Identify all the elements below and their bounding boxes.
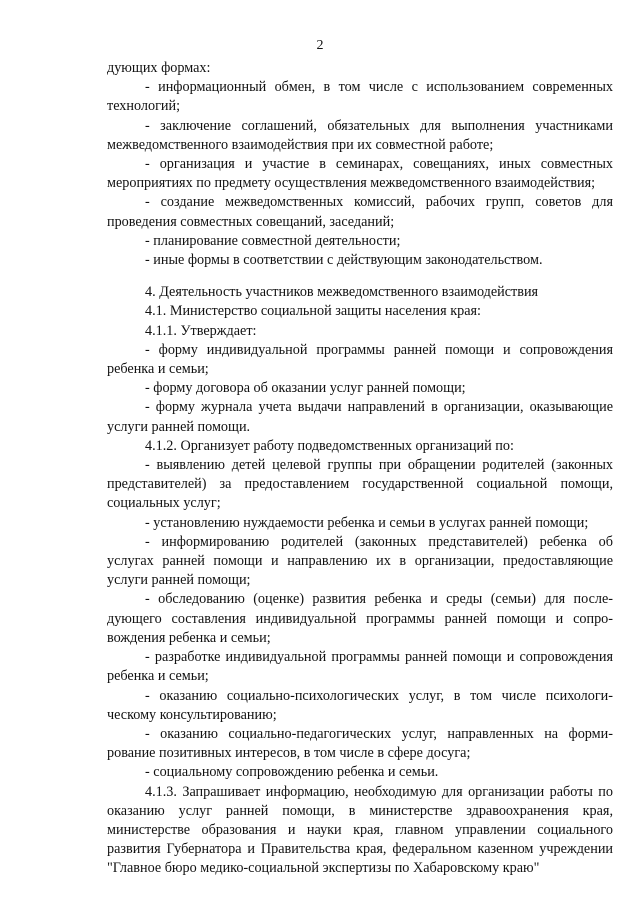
list-item-journal-form: - форму журнала учета выдачи направлений в организации, оказывающие услуги ранней помощи. (107, 399, 613, 435)
list-item-need-assessment: - установлению нуждаемости ребенка и семьи в услугах ранней помощи; (145, 514, 589, 531)
list-item-information-exchange: - информационный обмен, в том числе с использованием современных технологий; (107, 79, 613, 115)
clause-4-1-1: 4.1.1. Утверждает: (145, 322, 257, 339)
list-item-seminars: - организация и участие в семинарах, совещаниях, иных совместных мероприятиях по предмету осуществления межведомственного взаимодействия; (107, 156, 613, 192)
list-item-contract-form: - форму договора об оказании услуг ранней помощи; (145, 380, 466, 397)
clause-4-1: 4.1. Министерство социальной защиты населения края: (145, 303, 481, 320)
section-heading-4: 4. Деятельность участников межведомственного взаимодействия (145, 284, 539, 301)
list-item-social-support: - социальному сопровождению ребенка и семьи. (145, 764, 439, 781)
list-item-program-development: - разработке индивидуальной программы ранней помощи и сопровождения ребенка и семьи; (107, 649, 613, 685)
list-item-informing-parents: - информированию родителей (законных представителей) ребенка об услугах ранней помощи и направлению их в организации, предоставляющие услуги ранней помощи; (107, 533, 613, 589)
document-body (107, 59, 613, 879)
list-item-psychological-services: - оказанию социально-психологических услуг, в том числе психологическому консультированию; (107, 687, 613, 723)
clause-4-1-2: 4.1.2. Организует работу подведомственных организаций по: (145, 437, 514, 454)
page-number: 2 (316, 38, 324, 53)
paragraph-continuation: дующих формах: (107, 60, 211, 76)
list-item-commissions: - создание межведомственных комиссий, рабочих групп, советов для проведения совместных совещаний, заседаний; (107, 194, 613, 230)
list-item-identification: - выявлению детей целевой группы при обращении родителей (законных представителей) за предоставлением государственной социальной помощи, социальных услуг; (107, 457, 613, 512)
list-item-other-forms: - иные формы в соответствии с действующим законодательством. (145, 252, 543, 269)
list-item-pedagogical-services: - оказанию социально-педагогических услуг, направленных на формирование позитивных интересов, в том числе в сфере досуга; (107, 725, 613, 762)
list-item-development-assessment: - обследованию (оценке) развития ребенка и среды (семьи) для последующего составления индивидуальной программы ранней помощи и сопровождения ребенка и семьи; (107, 591, 613, 646)
clause-4-1-3: 4.1.3. Запрашивает информацию, необходимую для организации работы по оказанию услуг ранней помощи, в министерстве здравоохранения края, министерстве образования и науки края, главном управлении социального развития Губернатора и Правительства края, федеральном казенном учреждении "Главное бюро медико-социальной экспертизы по Хабаровскому краю" (107, 783, 613, 877)
list-item-program-form: - форму индивидуальной программы ранней помощи и сопровождения ребенка и семьи; (107, 341, 613, 378)
list-item-planning: - планирование совместной деятельности; (145, 232, 401, 249)
list-item-agreements: - заключение соглашений, обязательных для выполнения участниками межведомственного взаимодействия при их совместной работе; (107, 117, 613, 153)
